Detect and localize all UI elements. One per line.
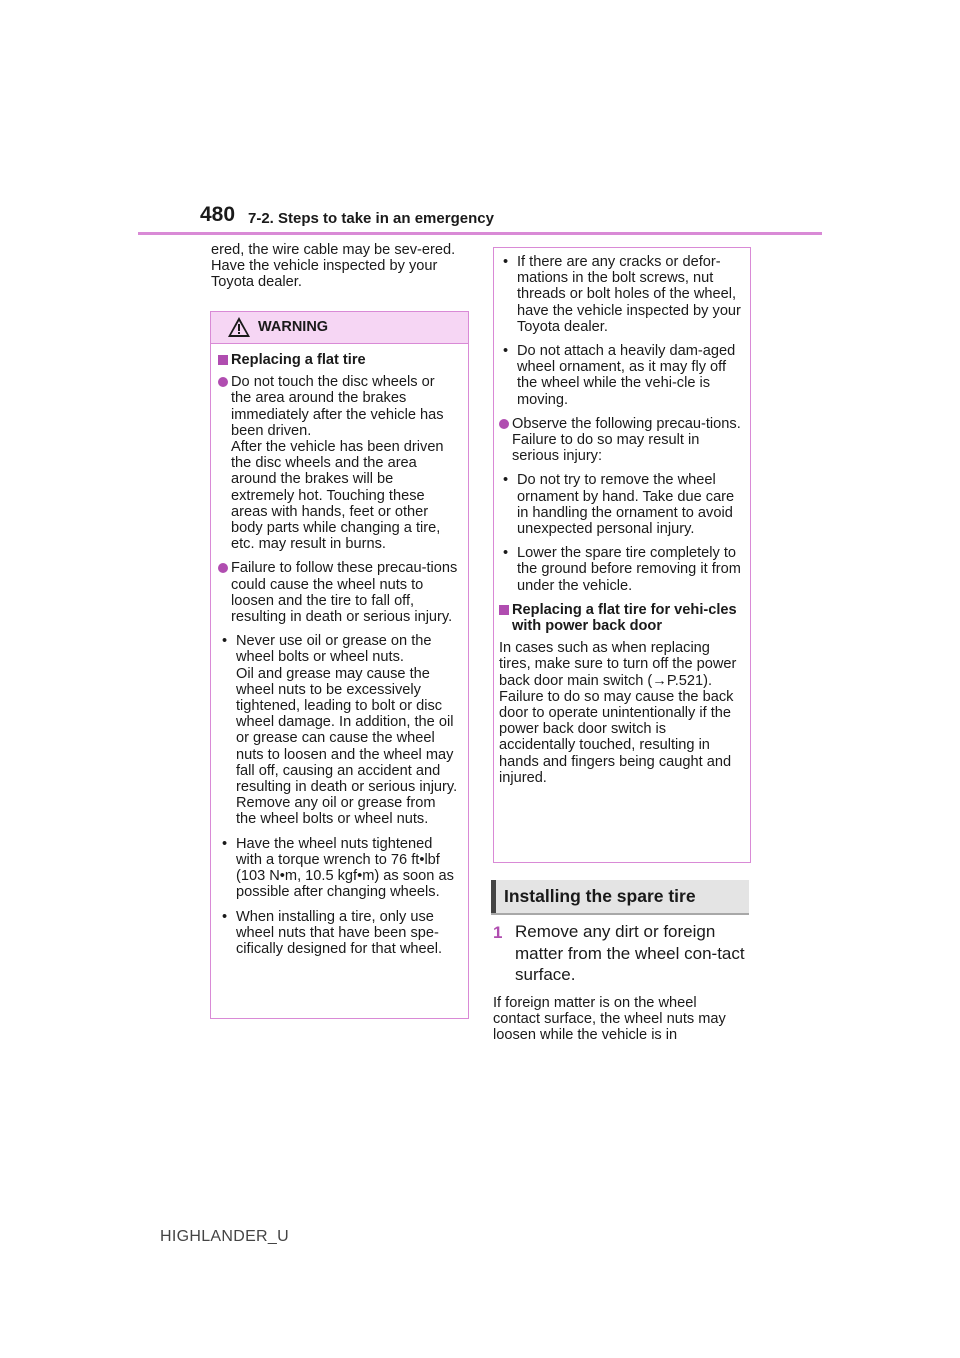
- warning-dot-item-2: Failure to follow these precau-tions could cause the wheel nuts to loosen and the tire to fall off, resulting in death or serious injury.: [218, 560, 458, 625]
- bullet-text: • Never use oil or grease on the wheel bolts or wheel nuts.: [236, 633, 432, 666]
- footer-model: HIGHLANDER_U: [160, 1228, 289, 1245]
- warning-triangle-icon: [227, 316, 251, 338]
- dot-item-text: Observe the following precau-tions.: [512, 415, 741, 432]
- intro-paragraph: ered, the wire cable may be sev-ered. Have the vehicle inspected by your Toyota dealer.: [211, 242, 456, 291]
- dot-item-continued: Failure to do so may result in serious injury:: [512, 432, 700, 465]
- dot-item-continued: After the vehicle has been driven the disc wheels and the area around the brakes will be extremely hot. Touching these areas with hands, feet or other body parts while changing a tire, etc. may result in burns.: [231, 439, 444, 553]
- continued-dot-item: [499, 416, 742, 465]
- warning-box: [210, 311, 469, 1019]
- warning-bullet-3: • When installing a tire, only use wheel nuts that have been spe-cifically designed for that wheel.: [218, 909, 458, 958]
- bullet-continued: Oil and grease may cause the wheel nuts to be excessively tightened, leading to bolt or disc wheel damage. In addition, the oil or grease can cause the wheel nuts to loosen and the wheel may fall off, causing an accident and resulting in death or serious injury. Remove any oil or grease from the wheel bolts or wheel nuts.: [236, 665, 458, 828]
- power-back-door-paragraph: In cases such as when replacing tires, make sure to turn off the power back door main switch (→P.521). Failure to do so may cause the back door to operate unintentionally if the power back door switch is accidentally touched, resulting in hands and fingers being caught and injured.: [499, 640, 737, 786]
- warning-heading: Replacing a flat tire: [218, 352, 458, 368]
- page-number: 480: [200, 203, 236, 226]
- warning-bullet-2: • Have the wheel nuts tightened with a torque wrench to 76 ft•lbf (103 N•m, 10.5 kgf•m) as soon as possible after changing wheels.: [218, 836, 458, 901]
- warning-continued-box: [493, 247, 751, 863]
- warning-title: WARNING: [258, 319, 329, 335]
- warning-bullet-1: [218, 633, 458, 827]
- continued-bullet-3: • Do not try to remove the wheel ornament by hand. Take due care in handling the ornament to avoid unexpected personal injury.: [499, 472, 742, 537]
- install-heading-text: Installing the spare tire: [504, 886, 696, 906]
- install-section-heading: [491, 880, 749, 915]
- warning-content: [211, 344, 468, 957]
- continued-bullet-4: • Lower the spare tire completely to the ground before removing it from under the vehicle.: [499, 545, 742, 594]
- warning-header: [211, 312, 468, 344]
- step-number: 1: [493, 923, 503, 942]
- dot-item-text: Do not touch the disc wheels or the area around the brakes immediately after the vehicle has been driven.: [231, 374, 444, 439]
- step-explanation: If foreign matter is on the wheel contact surface, the wheel nuts may loosen while the vehicle is in: [493, 995, 726, 1044]
- continued-bullet-1: • If there are any cracks or defor-mations in the bolt screws, nut threads or bolt holes of the wheel, have the vehicle inspected by your Toyota dealer.: [499, 254, 742, 335]
- power-back-door-heading: Replacing a flat tire for vehi-cles with power back door: [499, 602, 742, 634]
- warning-dot-item-1: [218, 374, 458, 552]
- warning-continued-content: [494, 248, 750, 786]
- continued-bullet-2: • Do not attach a heavily dam-aged wheel ornament, as it may fly off the wheel while the vehi-cle is moving.: [499, 343, 742, 408]
- header-rule: [138, 232, 822, 235]
- section-title: 7-2. Steps to take in an emergency: [248, 210, 494, 227]
- step-text: Remove any dirt or foreign matter from the wheel con-tact surface.: [515, 922, 745, 984]
